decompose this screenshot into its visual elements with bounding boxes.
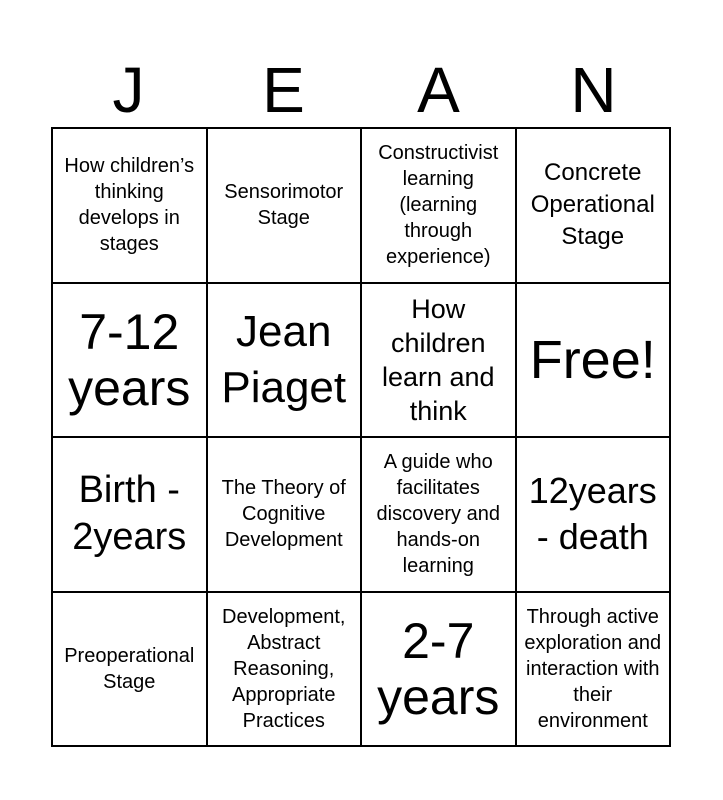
cell-text: Preoperational Stage	[64, 644, 195, 693]
bingo-cell[interactable]	[208, 284, 363, 439]
bingo-cell[interactable]	[362, 129, 517, 284]
bingo-cell[interactable]	[517, 438, 672, 593]
cell-text: Concrete Operational Stage	[530, 159, 655, 251]
bingo-cell[interactable]	[208, 438, 363, 593]
cell-text: Jean Piaget	[221, 306, 347, 412]
cell-text: Development, Abstract Reasoning, Appropriate Practices	[222, 605, 346, 732]
bingo-cell[interactable]	[517, 593, 672, 748]
cell-text: 12years - death	[528, 470, 657, 558]
bingo-cell[interactable]	[53, 284, 208, 439]
bingo-header	[51, 52, 671, 128]
bingo-cell[interactable]	[362, 593, 517, 748]
cell-text: Through active exploration and interaction with their environment	[524, 605, 662, 732]
bingo-cell[interactable]	[208, 593, 363, 748]
cell-text: Free!	[529, 329, 656, 390]
free-space-cell[interactable]	[517, 284, 672, 439]
bingo-card-grid	[51, 127, 671, 747]
cell-text: Sensorimotor Stage	[224, 181, 344, 230]
bingo-cell[interactable]	[362, 438, 517, 593]
header-letter-e: E	[262, 54, 305, 126]
cell-text: How children learn and think	[381, 293, 495, 426]
bingo-cell[interactable]	[208, 129, 363, 284]
cell-text: A guide who facilitates discovery and hands-on learning	[376, 451, 500, 578]
bingo-cell[interactable]	[53, 593, 208, 748]
bingo-cell[interactable]	[53, 438, 208, 593]
cell-text: How children’s thinking develops in stages	[64, 155, 195, 256]
cell-text: Constructivist learning (learning through experience)	[378, 142, 499, 269]
cell-text: Birth - 2years	[72, 469, 187, 559]
cell-text: The Theory of Cognitive Development	[221, 477, 346, 552]
cell-text: 2-7 years	[377, 612, 500, 725]
bingo-cell[interactable]	[362, 284, 517, 439]
cell-text: 7-12 years	[68, 303, 191, 416]
header-letter-j: J	[112, 54, 145, 126]
bingo-cell[interactable]	[53, 129, 208, 284]
header-letter-a: A	[417, 54, 460, 126]
header-letter-n: N	[570, 54, 617, 126]
bingo-cell[interactable]	[517, 129, 672, 284]
